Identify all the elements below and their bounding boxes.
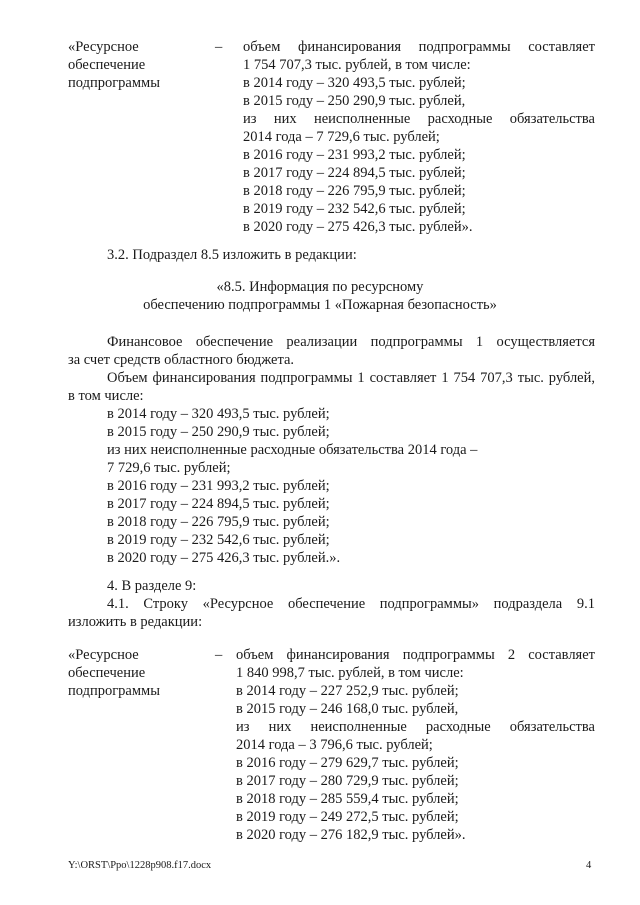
list-item: в 2018 году – 226 795,9 тыс. рублей; [107,514,330,530]
block1-label-line: подпрограммы [68,75,160,91]
block2-line: 2014 года – 3 796,6 тыс. рублей; [236,737,433,753]
block2-dash: – [215,647,223,663]
paragraph-line: за счет средств областного бюджета. [68,352,295,368]
block2-line: из них неисполненные расходные обязательства [236,719,595,735]
list-item: в 2019 году – 232 542,6 тыс. рублей; [107,532,330,548]
block2-line: в 2020 году – 276 182,9 тыс. рублей». [236,827,466,843]
list-item: 7 729,6 тыс. рублей; [107,460,231,476]
block2-line: в 2016 году – 279 629,7 тыс. рублей; [236,755,459,771]
point-3-2: 3.2. Подраздел 8.5 изложить в редакции: [107,247,357,263]
list-item: в 2016 году – 231 993,2 тыс. рублей; [107,478,330,494]
point-4-1-line: изложить в редакции: [68,614,203,630]
block2-line: 1 840 998,7 тыс. рублей, в том числе: [236,665,464,681]
block1-line: в 2020 году – 275 426,3 тыс. рублей». [243,219,473,235]
block1-label-line: «Ресурсное [68,39,139,55]
paragraph-line: в том числе: [68,388,144,404]
block2-line: в 2019 году – 249 272,5 тыс. рублей; [236,809,459,825]
block2-label-line: обеспечение [68,665,146,681]
block1-line: в 2018 году – 226 795,9 тыс. рублей; [243,183,466,199]
section-heading-line: обеспечению подпрограммы 1 «Пожарная безопасность» [143,297,497,313]
block1-line: в 2016 году – 231 993,2 тыс. рублей; [243,147,466,163]
list-item: в 2015 году – 250 290,9 тыс. рублей; [107,424,330,440]
block2-line: объем финансирования подпрограммы 2 составляет [236,647,595,663]
block1-line: 1 754 707,3 тыс. рублей, в том числе: [243,57,471,73]
list-item: в 2017 году – 224 894,5 тыс. рублей; [107,496,330,512]
paragraph-line: Финансовое обеспечение реализации подпрограммы 1 осуществляется [107,334,595,350]
block1-line: из них неисполненные расходные обязательства [243,111,595,127]
list-item: в 2020 году – 275 426,3 тыс. рублей.». [107,550,341,566]
point-4: 4. В разделе 9: [107,578,197,594]
block1-line: объем финансирования подпрограммы составляет [243,39,595,55]
block1-line: в 2014 году – 320 493,5 тыс. рублей; [243,75,466,91]
block1-line: 2014 года – 7 729,6 тыс. рублей; [243,129,440,145]
block2-line: в 2018 году – 285 559,4 тыс. рублей; [236,791,459,807]
list-item: из них неисполненные расходные обязательства 2014 года – [107,442,478,458]
block1-line: в 2019 году – 232 542,6 тыс. рублей; [243,201,466,217]
block1-dash: – [215,39,223,55]
paragraph-line: Объем финансирования подпрограммы 1 составляет 1 754 707,3 тыс. рублей, [107,370,595,386]
block2-line: в 2017 году – 280 729,9 тыс. рублей; [236,773,459,789]
block1-line: в 2015 году – 250 290,9 тыс. рублей, [243,93,466,109]
list-item: в 2014 году – 320 493,5 тыс. рублей; [107,406,330,422]
block1-label-line: обеспечение [68,57,146,73]
footer-file-path: Y:\ORST\Ppo\1228p908.f17.docx [68,860,212,871]
point-4-1-line: 4.1. Строку «Ресурсное обеспечение подпрограммы» подраздела 9.1 [107,596,595,612]
block2-line: в 2015 году – 246 168,0 тыс. рублей, [236,701,459,717]
block2-label-line: подпрограммы [68,683,160,699]
block1-line: в 2017 году – 224 894,5 тыс. рублей; [243,165,466,181]
block2-label-line: «Ресурсное [68,647,139,663]
section-heading-line: «8.5. Информация по ресурсному [216,279,424,295]
footer-page-number: 4 [586,860,592,871]
block2-line: в 2014 году – 227 252,9 тыс. рублей; [236,683,459,699]
